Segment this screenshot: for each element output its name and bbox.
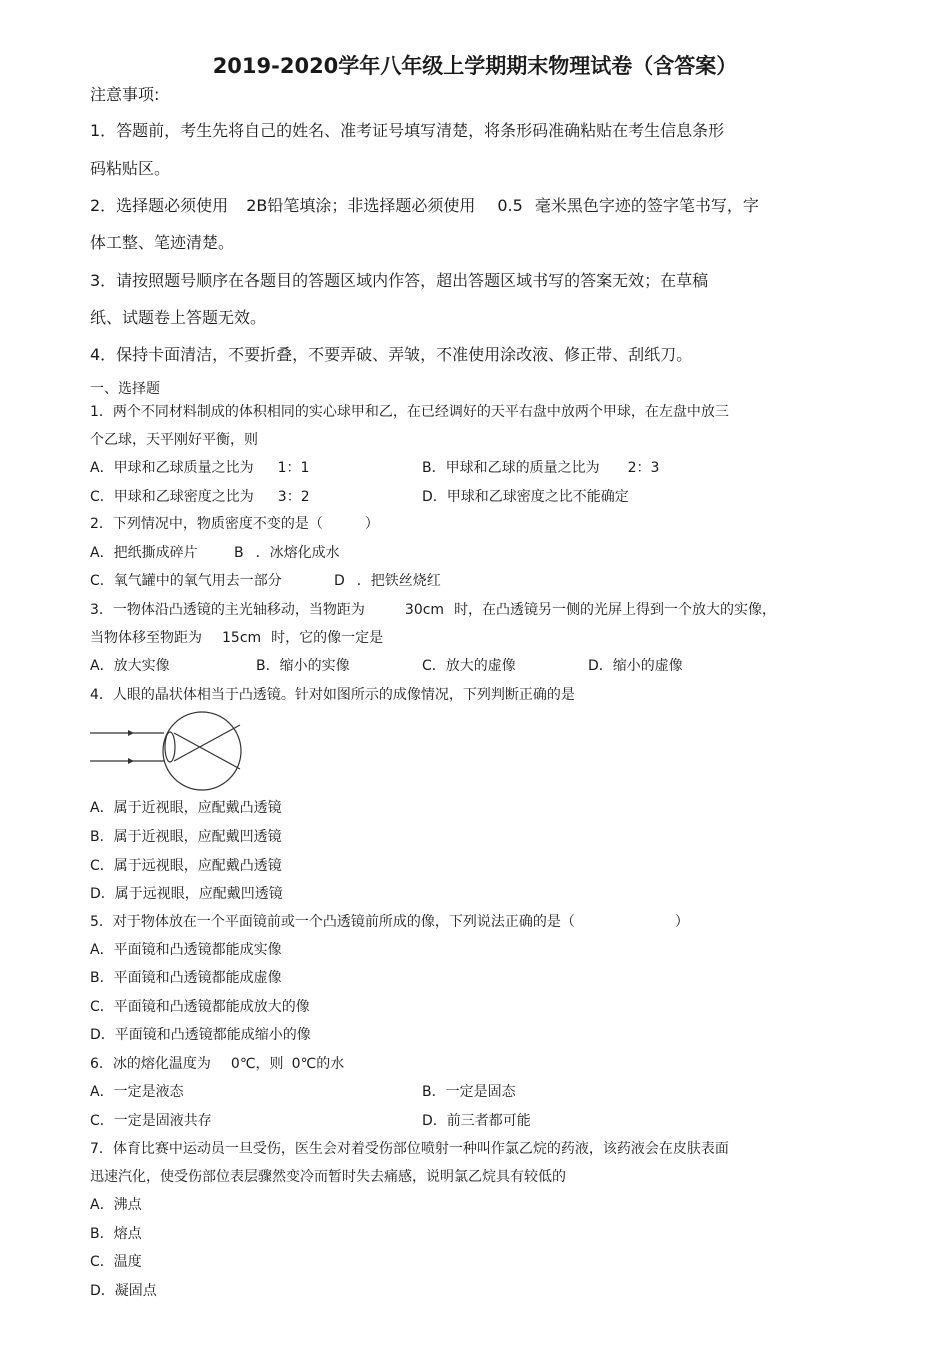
question-text: 5．对于物体放在一个平面镜前或一个凸透镜前所成的像，下列说法正确的是（	[90, 914, 575, 930]
refracted-ray-top	[174, 733, 240, 769]
option-value: 3：2	[277, 489, 310, 505]
question-text: 0℃的水	[291, 1056, 345, 1072]
option-c: C．温度	[90, 1254, 142, 1270]
arrow-icon	[128, 758, 134, 764]
question-text: 当物体移至物距为	[90, 630, 202, 646]
arrow-icon	[128, 730, 134, 736]
notice-item-1-line-1: 1．答题前，考生先将自己的姓名、准考证号填写清楚，将条形码准确粘贴在考生信息条形	[90, 121, 725, 140]
notice-text: 0.5	[497, 196, 523, 215]
notice-item-2-line-1	[90, 193, 759, 216]
question-4: 4．人眼的晶状体相当于凸透镜。针对如图所示的成像情况，下列判断正确的是	[90, 687, 575, 703]
question-3-line-1	[90, 599, 776, 619]
question-text: 6．冰的熔化温度为	[90, 1056, 211, 1072]
option-c: C．一定是固液共存	[90, 1113, 212, 1129]
option-text: C．甲球和乙球密度之比为	[90, 489, 254, 505]
option-b	[234, 542, 340, 562]
eye-lens	[165, 732, 175, 762]
notice-item-4: 4．保持卡面清洁，不要折叠，不要弄破、弄皱，不准使用涂改液、修正带、刮纸刀。	[90, 345, 693, 364]
question-6	[90, 1053, 344, 1073]
option-d: D．平面镜和凸透镜都能成缩小的像	[90, 1027, 311, 1043]
option-d: D．甲球和乙球密度之比不能确定	[422, 489, 629, 505]
question-1-line-1: 1．两个不同材料制成的体积相同的实心球甲和乙，在已经调好的天平右盘中放两个甲球，在左盘中放三	[90, 404, 729, 420]
option-c	[90, 486, 310, 506]
option-b: B．平面镜和凸透镜都能成虚像	[90, 970, 282, 986]
option-a: A．平面镜和凸透镜都能成实像	[90, 942, 282, 958]
notice-text: 2B铅笔填涂；非选择题必须使用	[246, 196, 476, 215]
option-text: ．把铁丝烧红	[356, 573, 441, 589]
option-d	[334, 570, 441, 590]
option-c: C．氧气罐中的氧气用去一部分	[90, 573, 282, 589]
option-a: A．一定是液态	[90, 1084, 184, 1100]
option-d: D．前三者都可能	[422, 1113, 531, 1129]
question-7-line-2: 迅速汽化，使受伤部位表层骤然变冷而暂时失去痛感，说明氯乙烷具有较低的	[90, 1169, 566, 1185]
option-d: D．缩小的虚像	[588, 658, 683, 674]
option-letter: D	[334, 573, 345, 589]
notice-text: 2．选择题必须使用	[90, 196, 229, 215]
question-value: 30cm	[404, 602, 445, 618]
notice-item-3-line-1: 3．请按照题号顺序在各题目的答题区域内作答，超出答题区域书写的答案无效；在草稿	[90, 271, 709, 290]
notice-item-3-line-2: 纸、试题卷上答题无效。	[90, 308, 267, 327]
option-text: ．冰熔化成水	[255, 545, 340, 561]
notice-text: 毫米黑色字迹的签字笔书写，字	[534, 196, 759, 215]
refracted-ray-bottom	[174, 725, 240, 761]
notice-heading: 注意事项:	[90, 85, 160, 104]
option-letter: B	[234, 545, 244, 561]
question-2: 2．下列情况中，物质密度不变的是（ ）	[90, 516, 379, 532]
option-text: A．甲球和乙球质量之比为	[90, 460, 254, 476]
option-a: A．沸点	[90, 1197, 142, 1213]
option-a: A．放大实像	[90, 658, 170, 674]
eye-diagram	[88, 711, 244, 791]
option-value: 1：1	[277, 460, 310, 476]
option-value: 2：3	[627, 460, 660, 476]
option-a: A．把纸撕成碎片	[90, 545, 198, 561]
page-title: 2019-2020学年八年级上学期期末物理试卷（含答案）	[212, 54, 738, 78]
option-c: C．平面镜和凸透镜都能成放大的像	[90, 999, 310, 1015]
option-b: B．属于近视眼，应配戴凹透镜	[90, 829, 282, 845]
notice-item-1-line-2: 码粘贴区。	[90, 159, 171, 178]
option-b	[422, 457, 659, 477]
section-heading: 一、选择题	[90, 381, 160, 397]
option-a	[90, 457, 309, 477]
question-text: 0℃，则	[230, 1056, 284, 1072]
question-value: 15cm	[222, 630, 262, 646]
option-b: B．缩小的实像	[256, 658, 350, 674]
option-b: B．一定是固态	[422, 1084, 516, 1100]
question-7-line-1: 7．体育比赛中运动员一旦受伤，医生会对着受伤部位喷射一种叫作氯乙烷的药液，该药液会在皮肤表面	[90, 1141, 729, 1157]
option-text: B．甲球和乙球的质量之比为	[422, 460, 600, 476]
option-d: D．属于远视眼，应配戴凹透镜	[90, 886, 283, 902]
option-d: D．凝固点	[90, 1283, 157, 1299]
option-c: C．放大的虚像	[422, 658, 516, 674]
question-text: 时，它的像一定是	[271, 630, 384, 646]
question-1-line-2: 个乙球，天平刚好平衡，则	[90, 432, 258, 448]
question-text: 3．一物体沿凸透镜的主光轴移动，当物距为	[90, 602, 365, 618]
option-a: A．属于近视眼，应配戴凸透镜	[90, 800, 282, 816]
question-text: ）	[674, 914, 689, 930]
question-text: 时，在凸透镜另一侧的光屏上得到一个放大的实像，	[454, 602, 777, 618]
question-3-line-2	[90, 627, 383, 647]
option-b: B．熔点	[90, 1226, 142, 1242]
option-c: C．属于远视眼，应配戴凸透镜	[90, 858, 282, 874]
notice-item-2-line-2: 体工整、笔迹清楚。	[90, 233, 235, 252]
question-5	[90, 911, 689, 931]
